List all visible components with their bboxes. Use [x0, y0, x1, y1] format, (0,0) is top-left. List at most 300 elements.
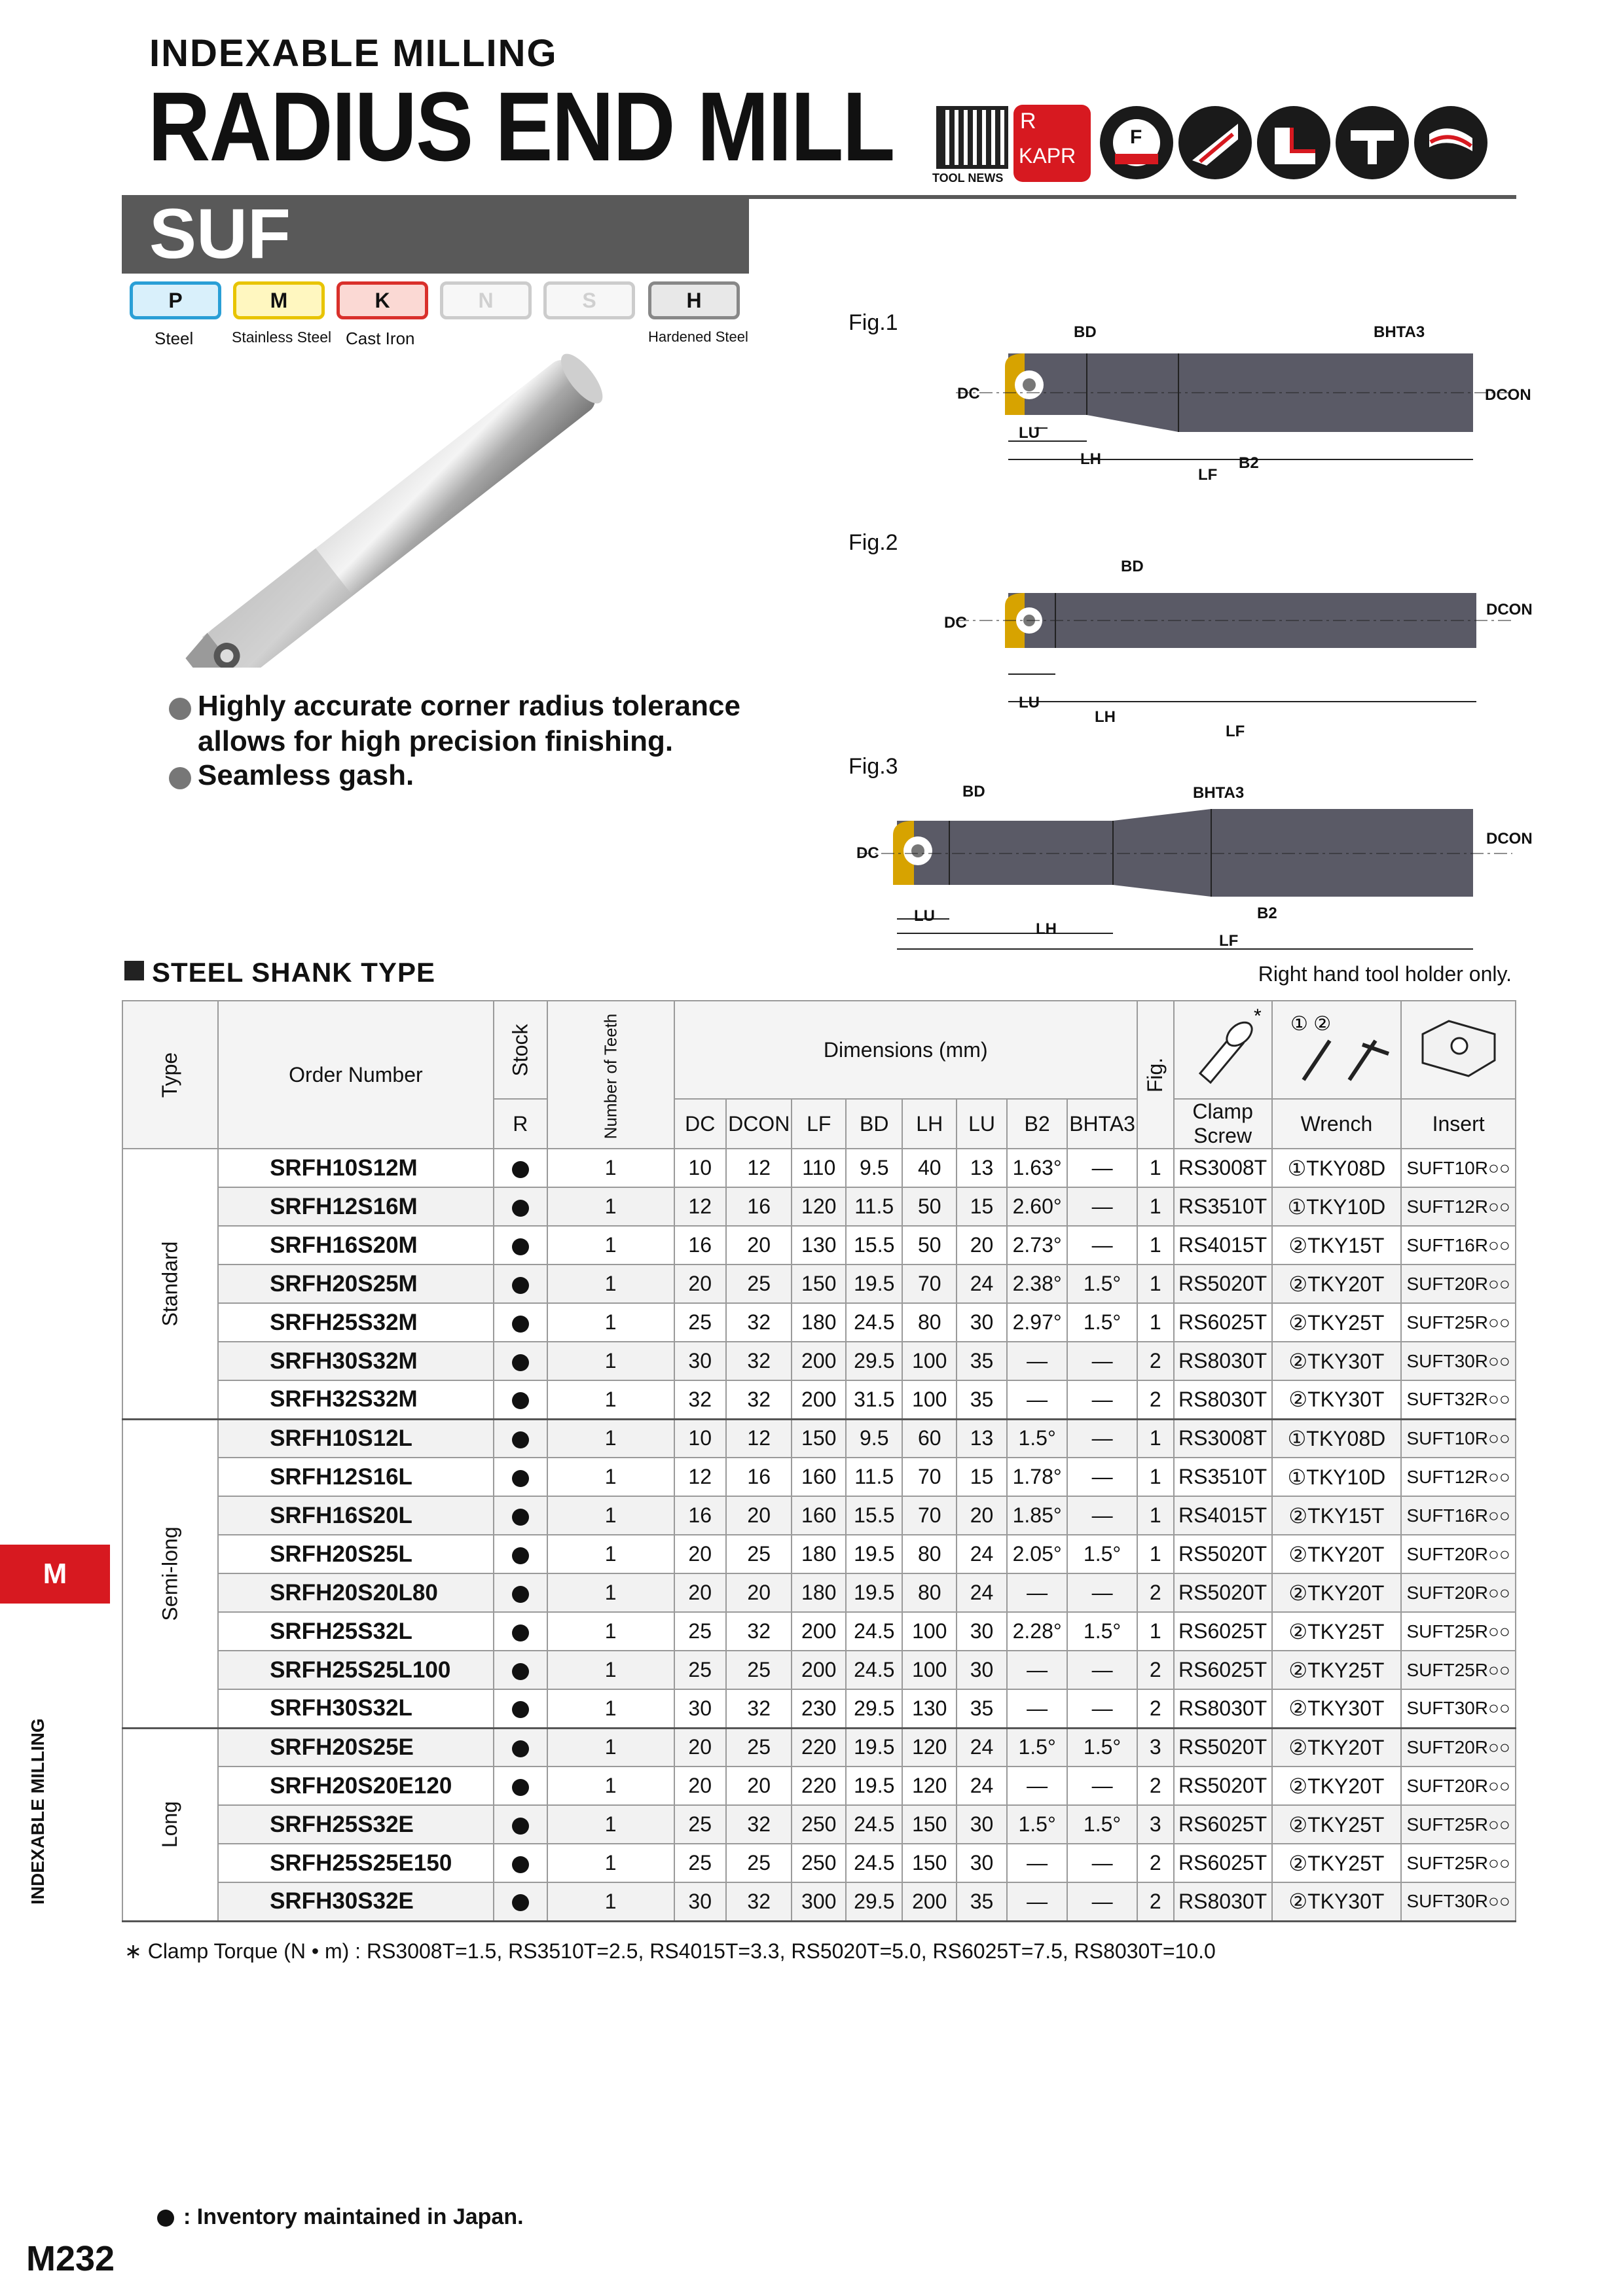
stock-dot-icon [512, 1392, 529, 1409]
wrench-cell: ②TKY15T [1272, 1226, 1402, 1265]
stock-cell [494, 1767, 547, 1805]
bd-cell: 11.5 [846, 1187, 902, 1226]
stock-dot-icon [512, 1586, 529, 1603]
lu-cell: 30 [957, 1612, 1007, 1651]
insert-cell: SUFT10R○○ [1401, 1149, 1516, 1187]
fig2-label: Fig.2 [848, 530, 898, 555]
fig3-dc-label: DC [856, 844, 879, 862]
stock-cell [494, 1226, 547, 1265]
b2-cell: 2.05° [1007, 1535, 1067, 1573]
section-title: STEEL SHANK TYPE [152, 957, 435, 988]
spec-table [122, 1000, 1516, 1922]
stock-cell [494, 1265, 547, 1303]
b2-cell: 1.5° [1007, 1805, 1067, 1844]
header-bhta3: BHTA3 [1067, 1099, 1137, 1149]
header-lu: LU [957, 1099, 1007, 1149]
fig2-lu-label: LU [1019, 694, 1040, 711]
wrench-cell: ②TKY20T [1272, 1767, 1402, 1805]
clamp-screw-cell: RS5020T [1174, 1767, 1272, 1805]
bd-cell: 11.5 [846, 1458, 902, 1496]
table-row [122, 1882, 1516, 1921]
fig-cell: 2 [1137, 1844, 1174, 1882]
material-chip-m: M [233, 281, 325, 319]
header-order-number: Order Number [218, 1001, 494, 1149]
teeth-cell: 1 [547, 1728, 674, 1767]
dc-cell: 20 [674, 1265, 726, 1303]
material-caption-m: Stainless Steel [232, 329, 332, 346]
stock-dot-icon [512, 1663, 529, 1680]
header-b2: B2 [1007, 1099, 1067, 1149]
lu-cell: 35 [957, 1380, 1007, 1419]
lu-cell: 24 [957, 1535, 1007, 1573]
teeth-cell: 1 [547, 1419, 674, 1458]
bhta3-cell: — [1067, 1149, 1137, 1187]
material-caption-p: Steel [155, 329, 194, 348]
insert-cell: SUFT30R○○ [1401, 1882, 1516, 1921]
lu-cell: 35 [957, 1882, 1007, 1921]
lf-cell: 180 [792, 1573, 846, 1612]
stock-cell [494, 1882, 547, 1921]
teeth-cell: 1 [547, 1767, 674, 1805]
header-dcon: DCON [726, 1099, 792, 1149]
order-number-cell: SRFH10S12L [218, 1419, 494, 1458]
stock-dot-icon [512, 1200, 529, 1217]
stock-dot-icon [512, 1701, 529, 1718]
teeth-cell: 1 [547, 1187, 674, 1226]
b2-cell: 1.85° [1007, 1496, 1067, 1535]
clamp-screw-cell: RS6025T [1174, 1844, 1272, 1882]
dcon-cell: 25 [726, 1265, 792, 1303]
clamp-screw-cell: RS8030T [1174, 1882, 1272, 1921]
bd-cell: 29.5 [846, 1689, 902, 1728]
dcon-cell: 32 [726, 1303, 792, 1342]
wrench-cell: ②TKY20T [1272, 1728, 1402, 1767]
bhta3-cell: 1.5° [1067, 1535, 1137, 1573]
bd-cell: 24.5 [846, 1844, 902, 1882]
bhta3-cell: 1.5° [1067, 1303, 1137, 1342]
bd-cell: 19.5 [846, 1573, 902, 1612]
table-row [122, 1844, 1516, 1882]
clamp-screw-cell: RS5020T [1174, 1535, 1272, 1573]
stock-cell [494, 1612, 547, 1651]
wrench-cell: ①TKY08D [1272, 1419, 1402, 1458]
stock-dot-icon [512, 1238, 529, 1255]
wrench-cell: ②TKY25T [1272, 1651, 1402, 1689]
header-clamp-screw: Clamp Screw [1174, 1099, 1272, 1149]
fig3-b2-label: B2 [1257, 905, 1277, 922]
stock-cell [494, 1419, 547, 1458]
stock-dot-icon [512, 1509, 529, 1526]
order-number-cell: SRFH25S32M [218, 1303, 494, 1342]
order-number-cell: SRFH25S32L [218, 1612, 494, 1651]
bhta3-cell: — [1067, 1380, 1137, 1419]
fig-cell: 1 [1137, 1612, 1174, 1651]
lh-cell: 120 [902, 1767, 957, 1805]
stock-cell [494, 1805, 547, 1844]
insert-cell: SUFT30R○○ [1401, 1342, 1516, 1380]
bhta3-cell: 1.5° [1067, 1728, 1137, 1767]
fig3-lu-label: LU [914, 907, 935, 925]
clamp-screw-cell: RS3510T [1174, 1458, 1272, 1496]
fig1-bd-label: BD [1074, 323, 1097, 341]
order-number-cell: SRFH20S25L [218, 1535, 494, 1573]
lh-cell: 60 [902, 1419, 957, 1458]
order-number-cell: SRFH30S32M [218, 1342, 494, 1380]
insert-cell: SUFT20R○○ [1401, 1767, 1516, 1805]
shoulder-icon [1257, 106, 1330, 179]
dcon-cell: 25 [726, 1728, 792, 1767]
fig1-bhta3-label: BHTA3 [1374, 323, 1425, 341]
b2-cell: 2.38° [1007, 1265, 1067, 1303]
stock-dot-icon [512, 1818, 529, 1835]
fig-cell: 1 [1137, 1226, 1174, 1265]
wrench-cell: ②TKY15T [1272, 1496, 1402, 1535]
insert-cell: SUFT20R○○ [1401, 1265, 1516, 1303]
clamp-screw-cell: RS3008T [1174, 1149, 1272, 1187]
table-row [122, 1419, 1516, 1458]
dc-cell: 10 [674, 1419, 726, 1458]
side-label: INDEXABLE MILLING [27, 1718, 48, 1905]
dc-cell: 20 [674, 1535, 726, 1573]
table-row [122, 1458, 1516, 1496]
fig-cell: 2 [1137, 1651, 1174, 1689]
dcon-cell: 12 [726, 1419, 792, 1458]
profiling-icon [1414, 106, 1487, 179]
header-wrench: Wrench [1272, 1099, 1402, 1149]
stock-dot-icon [512, 1470, 529, 1487]
kapr-r: R [1020, 109, 1036, 134]
fig2-dc-label: DC [944, 614, 967, 632]
stock-cell [494, 1573, 547, 1612]
fig-cell: 2 [1137, 1342, 1174, 1380]
page-number: M232 [26, 2239, 115, 2278]
b2-cell: — [1007, 1844, 1067, 1882]
lu-cell: 13 [957, 1149, 1007, 1187]
fig-cell: 2 [1137, 1882, 1174, 1921]
fig3-bd-label: BD [962, 783, 985, 800]
bullet-dot [169, 767, 191, 789]
lf-cell: 250 [792, 1844, 846, 1882]
section-note: Right hand tool holder only. [1258, 962, 1512, 986]
table-row [122, 1535, 1516, 1573]
order-number-cell: SRFH25S25L100 [218, 1651, 494, 1689]
clamp-screw-cell: RS4015T [1174, 1496, 1272, 1535]
fig3-lf-label: LF [1219, 932, 1239, 950]
feature-bullet-1: Highly accurate corner radius tolerance [198, 690, 740, 722]
table-row [122, 1303, 1516, 1342]
dc-cell: 25 [674, 1805, 726, 1844]
lf-cell: 220 [792, 1767, 846, 1805]
fig3-label: Fig.3 [848, 754, 898, 779]
lh-cell: 100 [902, 1342, 957, 1380]
insert-cell: SUFT20R○○ [1401, 1573, 1516, 1612]
table-row [122, 1187, 1516, 1226]
stock-cell [494, 1496, 547, 1535]
ramping-icon [1178, 106, 1252, 179]
bd-cell: 24.5 [846, 1303, 902, 1342]
lf-cell: 150 [792, 1419, 846, 1458]
material-chip-h: H [648, 281, 740, 319]
clamp-screw-cell: RS6025T [1174, 1805, 1272, 1844]
bd-cell: 19.5 [846, 1265, 902, 1303]
bd-cell: 19.5 [846, 1728, 902, 1767]
b2-cell: — [1007, 1380, 1067, 1419]
fig-cell: 1 [1137, 1187, 1174, 1226]
dc-cell: 20 [674, 1767, 726, 1805]
wrench-cell: ②TKY20T [1272, 1573, 1402, 1612]
teeth-cell: 1 [547, 1689, 674, 1728]
header-bd: BD [846, 1099, 902, 1149]
bhta3-cell: — [1067, 1342, 1137, 1380]
insert-cell: SUFT16R○○ [1401, 1226, 1516, 1265]
dcon-cell: 20 [726, 1496, 792, 1535]
dc-cell: 30 [674, 1882, 726, 1921]
b2-cell: — [1007, 1689, 1067, 1728]
fig1-dcon-label: DCON [1485, 386, 1531, 404]
lh-cell: 100 [902, 1380, 957, 1419]
stock-cell [494, 1458, 547, 1496]
lu-cell: 30 [957, 1651, 1007, 1689]
dc-cell: 16 [674, 1226, 726, 1265]
dc-cell: 25 [674, 1303, 726, 1342]
insert-cell: SUFT30R○○ [1401, 1689, 1516, 1728]
order-number-cell: SRFH25S32E [218, 1805, 494, 1844]
table-row [122, 1149, 1516, 1187]
clamp-screw-cell: RS6025T [1174, 1612, 1272, 1651]
table-row [122, 1573, 1516, 1612]
bd-cell: 24.5 [846, 1805, 902, 1844]
lf-cell: 130 [792, 1226, 846, 1265]
dc-cell: 32 [674, 1380, 726, 1419]
lf-cell: 200 [792, 1612, 846, 1651]
stock-cell [494, 1689, 547, 1728]
dc-cell: 25 [674, 1844, 726, 1882]
fig-cell: 2 [1137, 1767, 1174, 1805]
teeth-cell: 1 [547, 1573, 674, 1612]
lu-cell: 20 [957, 1226, 1007, 1265]
fig-cell: 2 [1137, 1380, 1174, 1419]
page-title: RADIUS END MILL [148, 71, 894, 181]
lf-cell: 200 [792, 1380, 846, 1419]
dcon-cell: 16 [726, 1187, 792, 1226]
dcon-cell: 32 [726, 1805, 792, 1844]
bhta3-cell: 1.5° [1067, 1805, 1137, 1844]
teeth-cell: 1 [547, 1496, 674, 1535]
lf-cell: 120 [792, 1187, 846, 1226]
table-row [122, 1612, 1516, 1651]
stock-dot-icon [512, 1354, 529, 1371]
clamp-screw-cell: RS8030T [1174, 1380, 1272, 1419]
lf-cell: 180 [792, 1535, 846, 1573]
svg-text:*: * [1253, 1008, 1262, 1027]
stock-cell [494, 1380, 547, 1419]
order-number-cell: SRFH12S16L [218, 1458, 494, 1496]
bhta3-cell: — [1067, 1419, 1137, 1458]
lu-cell: 30 [957, 1844, 1007, 1882]
lf-cell: 110 [792, 1149, 846, 1187]
insert-cell: SUFT25R○○ [1401, 1612, 1516, 1651]
teeth-cell: 1 [547, 1535, 674, 1573]
dcon-cell: 25 [726, 1844, 792, 1882]
bd-cell: 24.5 [846, 1612, 902, 1651]
clamp-screw-cell: RS3008T [1174, 1419, 1272, 1458]
stock-dot-icon [512, 1856, 529, 1873]
header-type: Type [122, 1001, 218, 1149]
fig-cell: 1 [1137, 1535, 1174, 1573]
wrench-cell: ②TKY20T [1272, 1535, 1402, 1573]
dc-cell: 20 [674, 1728, 726, 1767]
bhta3-cell: — [1067, 1458, 1137, 1496]
lf-cell: 200 [792, 1651, 846, 1689]
insert-icon [1401, 1001, 1516, 1099]
fig1-label: Fig.1 [848, 310, 898, 335]
fig1-drawing [943, 308, 1519, 491]
feed-f-icon [1100, 106, 1173, 179]
fig1-lf-label: LF [1198, 466, 1218, 484]
qr-code-icon[interactable] [936, 106, 1008, 169]
lh-cell: 80 [902, 1535, 957, 1573]
fig-cell: 1 [1137, 1458, 1174, 1496]
teeth-cell: 1 [547, 1651, 674, 1689]
fig3-dcon-label: DCON [1486, 830, 1533, 848]
wrench-cell: ②TKY20T [1272, 1265, 1402, 1303]
lu-cell: 24 [957, 1265, 1007, 1303]
lh-cell: 40 [902, 1149, 957, 1187]
feature-bullet-1-cont: allows for high precision finishing. [198, 725, 674, 757]
bd-cell: 31.5 [846, 1380, 902, 1419]
lu-cell: 35 [957, 1689, 1007, 1728]
teeth-cell: 1 [547, 1844, 674, 1882]
insert-cell: SUFT25R○○ [1401, 1844, 1516, 1882]
fig-cell: 1 [1137, 1303, 1174, 1342]
stock-cell [494, 1303, 547, 1342]
stock-cell [494, 1844, 547, 1882]
stock-dot-icon [512, 1161, 529, 1178]
dcon-cell: 32 [726, 1882, 792, 1921]
order-number-cell: SRFH30S32E [218, 1882, 494, 1921]
table-row [122, 1805, 1516, 1844]
dc-cell: 12 [674, 1458, 726, 1496]
lu-cell: 20 [957, 1496, 1007, 1535]
bullet-dot [169, 698, 191, 720]
order-number-cell: SRFH12S16M [218, 1187, 494, 1226]
fig-cell: 1 [1137, 1496, 1174, 1535]
bhta3-cell: — [1067, 1187, 1137, 1226]
header-teeth: Number of Teeth [547, 1001, 674, 1149]
order-number-cell: SRFH16S20L [218, 1496, 494, 1535]
section-marker [124, 961, 144, 980]
wrench-cell: ②TKY25T [1272, 1303, 1402, 1342]
clamp-screw-cell: RS5020T [1174, 1573, 1272, 1612]
dc-cell: 10 [674, 1149, 726, 1187]
b2-cell: — [1007, 1573, 1067, 1612]
stock-cell [494, 1651, 547, 1689]
wrench-cell: ①TKY10D [1272, 1458, 1402, 1496]
lf-cell: 150 [792, 1265, 846, 1303]
insert-cell: SUFT12R○○ [1401, 1187, 1516, 1226]
wrench-cell: ①TKY08D [1272, 1149, 1402, 1187]
tool-photo [128, 353, 685, 668]
fig3-bhta3-label: BHTA3 [1193, 784, 1245, 802]
lh-cell: 70 [902, 1265, 957, 1303]
bd-cell: 15.5 [846, 1496, 902, 1535]
clamp-screw-cell: RS6025T [1174, 1303, 1272, 1342]
teeth-cell: 1 [547, 1226, 674, 1265]
torque-note: ∗ Clamp Torque (N • m) : RS3008T=1.5, RS3510T=2.5, RS4015T=3.3, RS5020T=5.0, RS6025T=7.5, RS8030T=10.0 [124, 1939, 1216, 1963]
b2-cell: 2.73° [1007, 1226, 1067, 1265]
b2-cell: 2.97° [1007, 1303, 1067, 1342]
dcon-cell: 25 [726, 1535, 792, 1573]
bd-cell: 15.5 [846, 1226, 902, 1265]
wrench-cell: ②TKY25T [1272, 1612, 1402, 1651]
fig-cell: 3 [1137, 1728, 1174, 1767]
bhta3-cell: — [1067, 1844, 1137, 1882]
lh-cell: 70 [902, 1496, 957, 1535]
teeth-cell: 1 [547, 1805, 674, 1844]
fig2-bd-label: BD [1121, 558, 1144, 575]
lf-cell: 180 [792, 1303, 846, 1342]
dcon-cell: 12 [726, 1149, 792, 1187]
bhta3-cell: — [1067, 1226, 1137, 1265]
lh-cell: 130 [902, 1689, 957, 1728]
wrench-cell: ②TKY25T [1272, 1844, 1402, 1882]
order-number-cell: SRFH30S32L [218, 1689, 494, 1728]
table-row [122, 1496, 1516, 1535]
lf-cell: 160 [792, 1458, 846, 1496]
fig-cell: 3 [1137, 1805, 1174, 1844]
lh-cell: 150 [902, 1805, 957, 1844]
bhta3-cell: — [1067, 1689, 1137, 1728]
lu-cell: 35 [957, 1342, 1007, 1380]
table-row [122, 1342, 1516, 1380]
fig-cell: 1 [1137, 1419, 1174, 1458]
b2-cell: 2.28° [1007, 1612, 1067, 1651]
order-number-cell: SRFH25S25E150 [218, 1844, 494, 1882]
table-row [122, 1689, 1516, 1728]
header-fig: Fig. [1137, 1001, 1174, 1149]
order-number-cell: SRFH32S32M [218, 1380, 494, 1419]
bd-cell: 9.5 [846, 1419, 902, 1458]
teeth-cell: 1 [547, 1612, 674, 1651]
dcon-cell: 16 [726, 1458, 792, 1496]
footer-note: : Inventory maintained in Japan. [183, 2204, 524, 2229]
clamp-screw-cell: RS8030T [1174, 1689, 1272, 1728]
lh-cell: 50 [902, 1187, 957, 1226]
lh-cell: 120 [902, 1728, 957, 1767]
wrench-cell: ②TKY30T [1272, 1689, 1402, 1728]
side-tab[interactable]: M [0, 1545, 110, 1604]
lh-cell: 70 [902, 1458, 957, 1496]
lf-cell: 160 [792, 1496, 846, 1535]
clamp-screw-cell: RS4015T [1174, 1226, 1272, 1265]
stock-dot-icon [512, 1547, 529, 1564]
table-row [122, 1226, 1516, 1265]
teeth-cell: 1 [547, 1303, 674, 1342]
teeth-cell: 1 [547, 1342, 674, 1380]
bd-cell: 29.5 [846, 1882, 902, 1921]
section-subtitle: INDEXABLE MILLING [149, 32, 558, 75]
lf-cell: 200 [792, 1342, 846, 1380]
svg-text:① ②: ① ② [1290, 1013, 1332, 1035]
teeth-cell: 1 [547, 1149, 674, 1187]
clamp-screw-cell: RS3510T [1174, 1187, 1272, 1226]
teeth-cell: 1 [547, 1380, 674, 1419]
kapr-badge-icon [1013, 105, 1091, 182]
fig3-drawing [851, 772, 1519, 969]
b2-cell: — [1007, 1767, 1067, 1805]
dcon-cell: 32 [726, 1689, 792, 1728]
lh-cell: 200 [902, 1882, 957, 1921]
